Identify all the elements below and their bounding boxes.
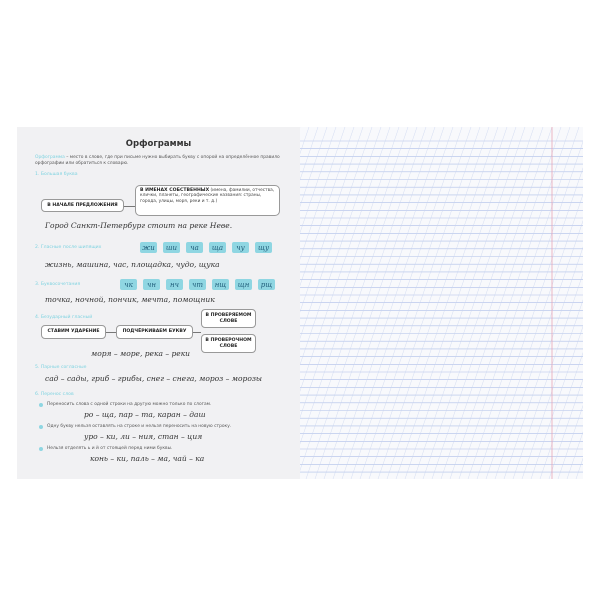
section-4-label: 4. Безударный гласный	[35, 315, 93, 320]
page-title: Орфограммы	[125, 139, 192, 149]
transfer-rule-3: Нельзя отделять ь и й от стоящей перед ними буквы.	[47, 446, 173, 451]
transfer-example-1: ро – ща, пар – та, каран – даш	[84, 410, 206, 419]
definition-text: – место в слове, где при письме нужно выбирать букву с опорой на определённое правило орфографии или обратиться к словарю.	[35, 155, 280, 166]
chip-shi: ши	[163, 242, 180, 253]
example-3: точка, ночной, пончик, мечта, помощник	[45, 295, 215, 304]
chip-shcha: ща	[209, 242, 226, 253]
ruled-lines	[300, 127, 583, 479]
chip-zhi: жи	[140, 242, 157, 253]
bullet-icon	[39, 447, 43, 451]
connector-line	[193, 332, 201, 333]
transfer-example-3: конь – ки, паль – ма, чай – ка	[90, 454, 205, 463]
transfer-rule-2: Одну букву нельзя оставлять на строке и нельзя переносить на новую строку.	[47, 424, 232, 429]
example-5: сад – сады, гриб – грибы, снег – снега, мороз – морозы	[45, 374, 263, 383]
section-5-label: 5. Парные согласные	[35, 365, 87, 370]
section-1-label: 1. Большая буква	[35, 172, 78, 177]
section-6-label: 6. Перенос слов	[35, 392, 74, 397]
chip-rshch: рщ	[258, 279, 275, 290]
rule-box-sentence-start: В НАЧАЛЕ ПРЕДЛОЖЕНИЯ	[41, 199, 124, 212]
rule-box-proper-names	[135, 185, 280, 216]
chip-nch: нч	[166, 279, 183, 290]
example-4: моря – море, река – реки	[91, 349, 191, 358]
chip-shchu: щу	[255, 242, 272, 253]
section-2-label: 2. Гласные после шипящих	[35, 245, 102, 250]
example-1: Город Санкт-Петербург стоит на реке Неве.	[45, 221, 233, 230]
chip-cht: чт	[189, 279, 206, 290]
bullet-icon	[39, 425, 43, 429]
rule-box-checking-word: В ПРОВЕРОЧНОМ СЛОВЕ	[201, 334, 256, 353]
chip-cha: ча	[186, 242, 203, 253]
chip-chu: чу	[232, 242, 249, 253]
bullet-icon	[39, 403, 43, 407]
rule-box-stress: СТАВИМ УДАРЕНИЕ	[41, 325, 106, 339]
rule-box-checked-word: В ПРОВЕРЯЕМОМ СЛОВЕ	[201, 309, 256, 328]
definition-term: Орфограмма	[35, 155, 65, 160]
chip-shchn: щн	[235, 279, 252, 290]
right-page-ruled	[300, 127, 583, 479]
transfer-example-2: уро – ки, ли – ния, стан – ция	[84, 432, 203, 441]
left-page	[17, 127, 301, 479]
rule-box-underline: ПОДЧЁРКИВАЕМ БУКВУ	[116, 325, 193, 339]
section-3-label: 3. Буквосочетания	[35, 282, 81, 287]
example-2: жизнь, машина, час, площадка, чудо, щука	[45, 260, 220, 269]
definition	[35, 155, 285, 166]
transfer-rule-1: Переносить слова с одной строки на другую можно только по слогам.	[47, 402, 212, 407]
proper-names-text: (имена, фамилии, отчества, клички, планеты, географические названия: страны, города, улицы, моря, реки и т. д.)	[140, 188, 275, 204]
proper-names-bold: В ИМЕНАХ СОБСТВЕННЫХ	[140, 188, 210, 193]
chip-chn: чн	[143, 279, 160, 290]
chip-chk: чк	[120, 279, 137, 290]
chip-nshch: нщ	[212, 279, 229, 290]
connector-line	[106, 332, 116, 333]
